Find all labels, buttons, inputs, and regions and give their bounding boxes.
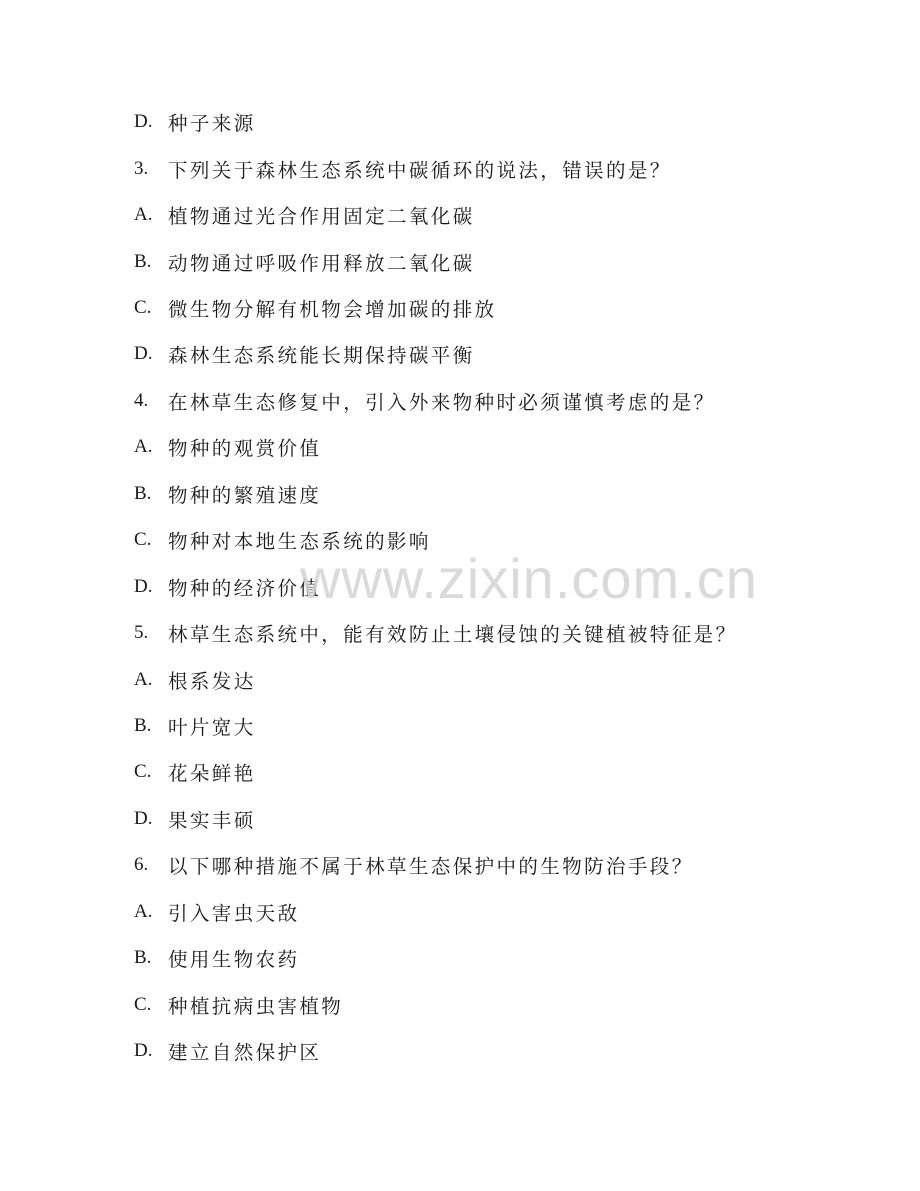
question-number: 5. — [134, 622, 149, 643]
question-line — [134, 387, 716, 415]
option-text: 花朵鲜艳 — [168, 762, 256, 785]
option-text: 物种对本地生态系统的影响 — [168, 530, 431, 553]
option-text: 根系发达 — [168, 670, 256, 693]
option-line — [134, 480, 321, 508]
option-text: 种植抗病虫害植物 — [168, 995, 344, 1018]
option-text: 建立自然保护区 — [168, 1041, 322, 1064]
question-text: 在林草生态修复中，引入外来物种时必须谨慎考虑的是？ — [168, 391, 716, 414]
option-marker: A. — [134, 204, 153, 225]
option-line — [134, 758, 256, 786]
question-number: 3. — [134, 158, 149, 179]
option-marker: C. — [134, 297, 152, 318]
question-line — [134, 155, 672, 183]
option-marker: C. — [134, 529, 152, 550]
option-marker: D. — [134, 1040, 153, 1061]
question-number: 4. — [134, 390, 149, 411]
question-text: 林草生态系统中，能有效防止土壤侵蚀的关键植被特征是？ — [168, 623, 738, 646]
option-text: 引入害虫天敌 — [168, 902, 300, 925]
option-marker: B. — [134, 483, 152, 504]
watermark-text: www.zixin.com.cn — [300, 547, 758, 610]
option-text: 森林生态系统能长期保持碳平衡 — [168, 344, 475, 367]
option-marker: A. — [134, 901, 153, 922]
option-text: 物种的繁殖速度 — [168, 484, 322, 507]
option-line — [134, 1037, 321, 1065]
option-line — [134, 433, 321, 461]
option-text: 微生物分解有机物会增加碳的排放 — [168, 298, 497, 321]
option-line — [134, 898, 299, 926]
question-line — [134, 619, 737, 647]
option-line — [134, 108, 256, 136]
option-marker: B. — [134, 947, 152, 968]
question-text: 以下哪种措施不属于林草生态保护中的生物防治手段？ — [168, 855, 694, 878]
option-line — [134, 294, 497, 322]
option-line — [134, 340, 475, 368]
option-text: 植物通过光合作用固定二氧化碳 — [168, 205, 475, 228]
option-text: 使用生物农药 — [168, 948, 300, 971]
option-marker: C. — [134, 994, 152, 1015]
option-marker: D. — [134, 576, 153, 597]
option-line — [134, 944, 299, 972]
option-marker: A. — [134, 669, 153, 690]
question-line — [134, 851, 694, 879]
option-line — [134, 248, 475, 276]
option-text: 种子来源 — [168, 112, 256, 135]
option-marker: B. — [134, 251, 152, 272]
option-line — [134, 526, 431, 554]
option-text: 果实丰硕 — [168, 809, 256, 832]
option-line — [134, 573, 321, 601]
question-text: 下列关于森林生态系统中碳循环的说法，错误的是？ — [168, 159, 672, 182]
option-marker: D. — [134, 808, 153, 829]
option-text: 物种的经济价值 — [168, 577, 322, 600]
option-marker: D. — [134, 343, 153, 364]
option-marker: A. — [134, 436, 153, 457]
option-line — [134, 201, 475, 229]
option-marker: C. — [134, 761, 152, 782]
option-line — [134, 666, 256, 694]
option-marker: B. — [134, 715, 152, 736]
option-text: 物种的观赏价值 — [168, 437, 322, 460]
question-number: 6. — [134, 854, 149, 875]
option-line — [134, 805, 256, 833]
option-text: 动物通过呼吸作用释放二氧化碳 — [168, 252, 475, 275]
option-text: 叶片宽大 — [168, 716, 256, 739]
option-line — [134, 712, 256, 740]
option-marker: D. — [134, 111, 153, 132]
option-line — [134, 991, 343, 1019]
